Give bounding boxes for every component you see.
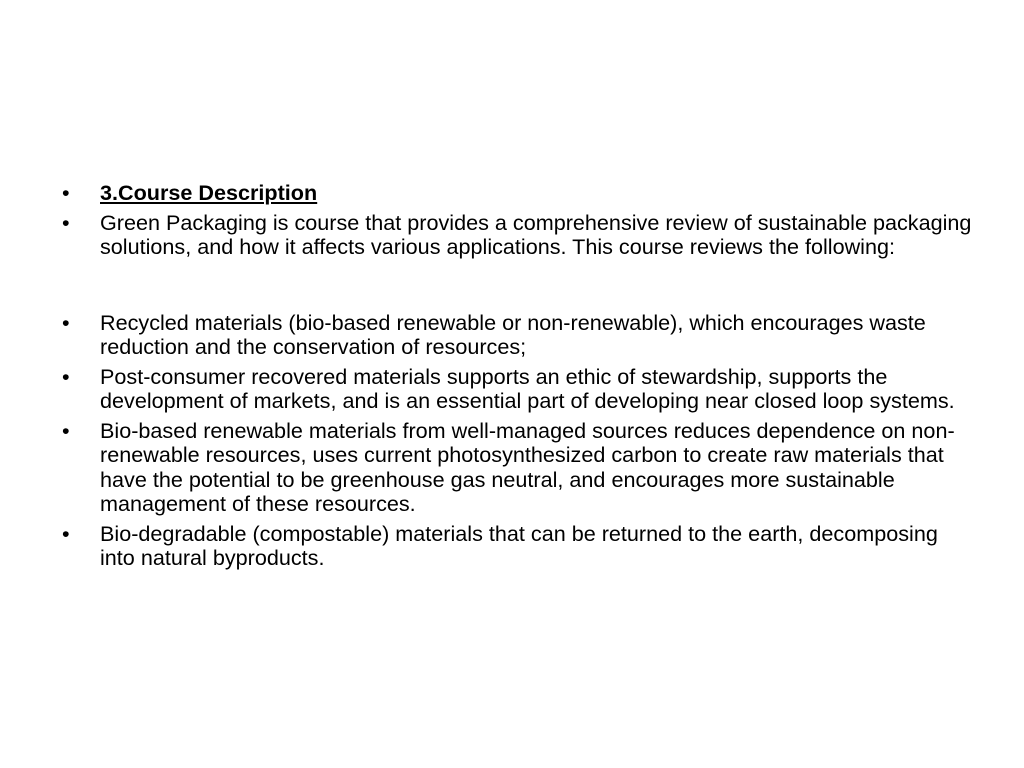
bullet-list <box>62 181 972 576</box>
bullet-item-post-consumer <box>62 365 972 414</box>
item-text: Bio-degradable (compostable) materials that can be returned to the earth, decomposing into natural byproducts. <box>100 520 938 570</box>
bullet-dot-icon: • <box>62 309 70 335</box>
bullet-dot-icon: • <box>62 363 70 389</box>
item-text: Bio-based renewable materials from well-managed sources reduces dependence on non-renewable resources, uses current photosynthesized carbon to create raw materials that have the potential to be greenhouse gas neutral, and encourages more sustainable management of these resources. <box>100 417 955 516</box>
bullet-intro <box>62 211 972 260</box>
item-text: Recycled materials (bio-based renewable or non-renewable), which encourages waste reduction and the conservation of resources; <box>100 309 926 359</box>
bullet-dot-icon: • <box>62 180 70 205</box>
item-text: Post-consumer recovered materials supports an ethic of stewardship, supports the development of markets, and is an essential part of developing near closed loop systems. <box>100 363 955 413</box>
bullet-dot-icon: • <box>62 417 70 443</box>
course-description-heading: 3.Course Description <box>100 180 318 205</box>
bullet-dot-icon: • <box>62 520 70 546</box>
bullet-item-bio-degradable <box>62 522 972 571</box>
intro-text: Green Packaging is course that provides a comprehensive review of sustainable packaging solutions, and how it affects various applications. This course reviews the following: <box>100 209 972 259</box>
bullet-item-bio-based <box>62 419 972 517</box>
bullet-dot-icon: • <box>62 209 70 235</box>
bullet-item-recycled <box>62 311 972 360</box>
spacer <box>62 265 972 311</box>
bullet-heading <box>62 181 972 206</box>
